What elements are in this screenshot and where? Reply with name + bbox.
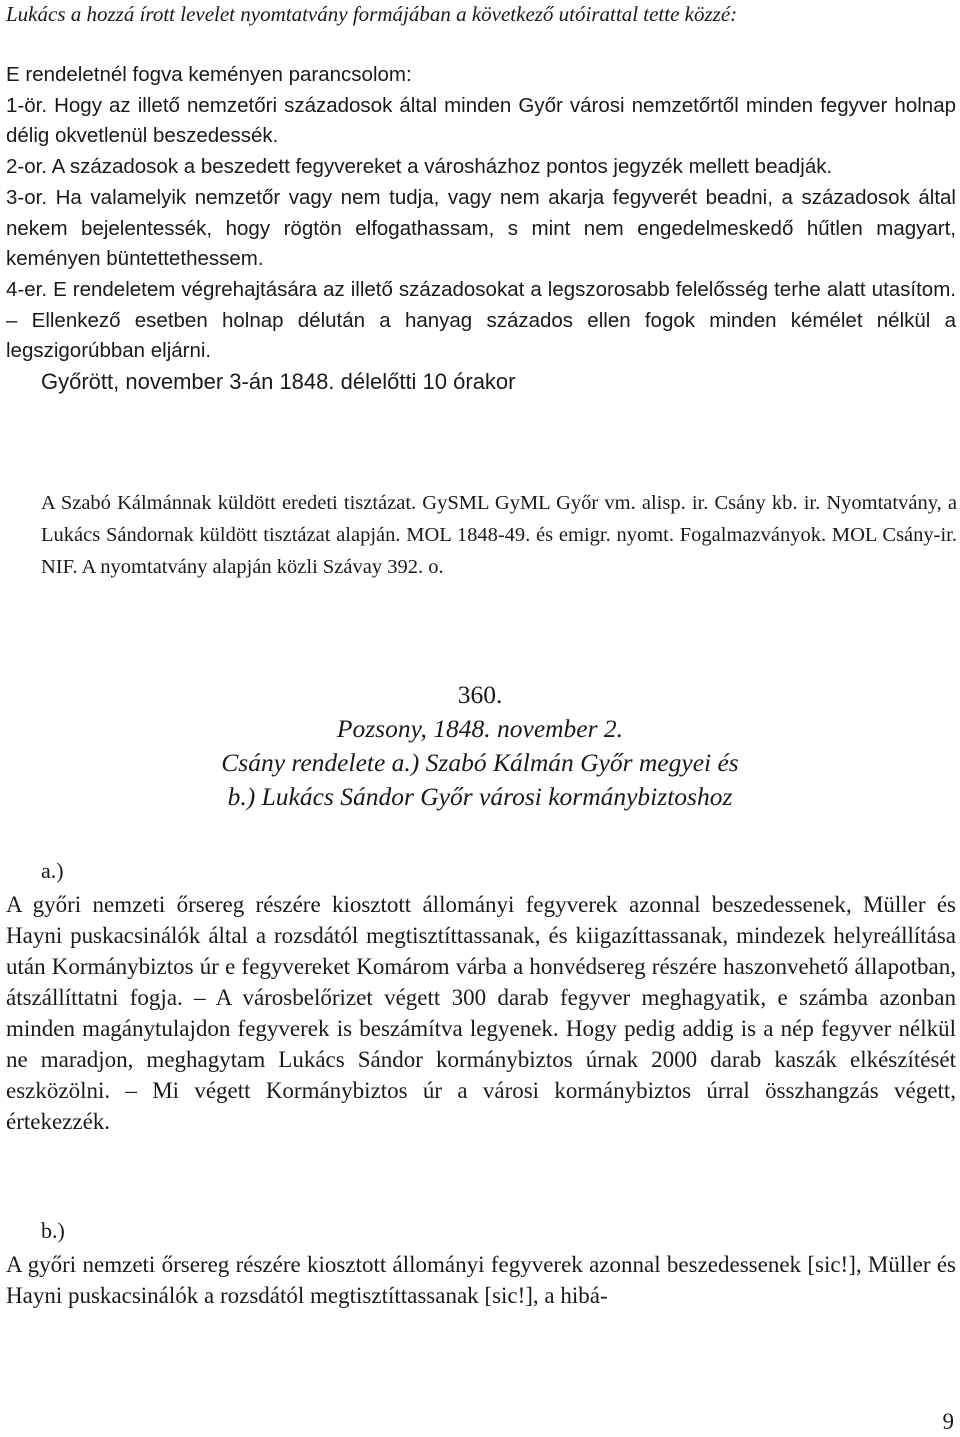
section-b-marker: b.)	[41, 1218, 65, 1243]
order-opening: E rendeletnél fogva keményen parancsolom:	[6, 63, 412, 86]
order-item-3: 3-or. Ha valamelyik nemzetőr vagy nem tudja, vagy nem akarja fegyverét beadni, a századosok által nekem bejelentessék, hogy rögtön elfogathassam, s mint nem engedelmeskedő hűtlen magyart, keményen büntettethessem.	[6, 185, 956, 271]
source-note: A Szabó Kálmánnak küldött eredeti tisztázat. GySML GyML Győr vm. alisp. ir. Csány kb. ir. Nyomtatvány, a Lukács Sándornak küldött tisztázat alapján. MOL 1848-49. és emigr. nyomt. Fogalmazványok. MOL Csány-ir. NIF. A nyomtatvány alapján közli Szávay 392. o.	[41, 492, 957, 578]
title-line-2: b.) Lukács Sándor Győr városi kormánybiztoshoz	[227, 782, 733, 811]
intro-line: Lukács a hozzá írott levelet nyomtatvány formájában a következő utóirattal tette közzé:	[6, 2, 738, 26]
title-line-1: Csány rendelete a.) Szabó Kálmán Győr megyei és	[221, 748, 739, 777]
section-a-marker: a.)	[41, 858, 64, 883]
document-number: 360.	[457, 680, 503, 709]
document-heading	[0, 678, 960, 814]
order-item-1: 1-ör. Hogy az illető nemzetőri századosok által minden Győr városi nemzetőrtől minden fegyver holnap délig okvetlenül beszedessék.	[6, 93, 956, 148]
section-a-text: A győri nemzeti őrsereg részére kiosztott állományi fegyverek azonnal beszedessenek, Müller és Hayni puskacsinálók által a rozsdától megtisztíttassanak, és kiigazíttassanak, mindezek helyreállítása után Kormánybiztos úr e fegyvereket Komárom várba a honvédsereg részére haszonvehető állapotban, átszállíttatni fogja. – A városbelőrizet végett 300 darab fegyver meghagyatik, e számba azonban minden magánytulajdon fegyverek is beszámítva legyenek. Hogy pedig addig is a nép fegyver nélkül ne maradjon, meghagytam Lukács Sándor kormánybiztos úrnak 2000 darab kaszák elkészítését eszközölni. – Mi végett Kormánybiztos úr a városi kormánybiztos úrral összhangzás végett, értekezzék.	[6, 892, 956, 1134]
place-date: Pozsony, 1848. november 2.	[336, 714, 624, 743]
order-item-4: 4-er. E rendeletem végrehajtására az illető századosokat a legszorosabb felelősség terhe alatt utasítom. – Ellenkező esetben holnap délután a hanyag százados ellen fogok minden kémélet nélkül a legszigorúbban eljárni.	[6, 277, 956, 363]
page-number: 9	[942, 1409, 954, 1434]
section-b-text: A győri nemzeti őrsereg részére kiosztott állományi fegyverek azonnal beszedessenek [sic!], Müller és Hayni puskacsinálók a rozsdától megtisztíttassanak [sic!], a hibá-	[6, 1252, 956, 1308]
order-block	[6, 60, 956, 398]
order-dateline: Győrött, november 3-án 1848. délelőtti 10 órakor	[41, 369, 516, 395]
order-item-2: 2-or. A századosok a beszedett fegyvereket a városházhoz pontos jegyzék mellett beadják.	[6, 155, 833, 179]
